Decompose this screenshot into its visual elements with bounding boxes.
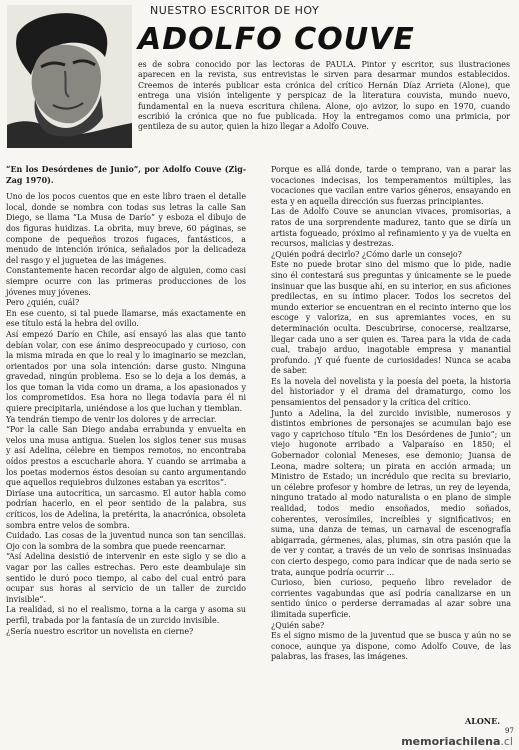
right-paragraph: Porque es allá donde, tarde o temprano, van a parar las vocaciones indecisas, los temperamentos múltiples, las vocaciones que vacilan entre varios géneros, ensayando en esta y en aquella dirección sus fuerzas principiantes. xyxy=(271,165,511,206)
left-paragraph: Constantemente hacen recordar algo de alguien, como casi siempre ocurre con las primeras producciones de los jóvenes muy jóvenes. xyxy=(6,266,246,297)
section-kicker: NUESTRO ESCRITOR DE HOY xyxy=(150,4,320,17)
right-paragraph: Curioso, bien curioso, pequeño libro revelador de corrientes vagabundas que así podría canalizarse en un sentido único o perderse derramadas al azar sobre una ilimitada superficie. xyxy=(271,578,511,619)
right-paragraph: Es la novela del novelista y la poesía del poeta, la historia del historiador y el drama del dramaturgo, como los pensamientos del pensador y la crítica del crítico. xyxy=(271,376,511,408)
site-credit xyxy=(401,735,513,748)
left-paragraph: Cuidado. Las cosas de la juventud nunca son tan sencillas. Ojo con la sombra de la sombra que puede reencarnar. xyxy=(6,531,246,551)
left-paragraph: “Así Adelina desistió de intervenir en este siglo y se dio a vagar por las calles estrechas. Pero este deambulaje sin sentido le duró poco tiempo, al cabo del cual entró para ocupar sus horas al servicio de un taller de zurcido invisible”. xyxy=(6,552,246,604)
left-paragraph: Ya tendrán tiempo de venir los dolores y de arreciar. xyxy=(6,414,217,424)
right-paragraph: Junto a Adelina, la del zurcido invisible, numerosos y distintos embriones de personajes se acumulan bajo ese vago y caprichoso título “En los Desórdenes de Junio”; un viejo hugonote arribado a Valparaíso en 1850; el Gobernador colonial Meneses, ese demonio; Juansa de Leona, madre soltera; un pirata en acción armada; un Ministro de Estado; un incrédulo que recita su breviario, un célebre profesor y hombre de letras, un rey de leyenda, ninguno tratado al modo naturalista o en plano de simple realidad, todos medio ensoñados, medio soñados, coherentes, verosímiles, increíbles y significativos; en suma, una danza de temas, un carnaval de escenografía abigarrada, gérmenes, alas, plumas, sin otra pasión que la de ver y contar, a través de un velo de sonrisas insinuadas con cierto despego, como para indicar que de nada serio se trata, aunque podría ocurrir ... xyxy=(271,408,511,577)
right-paragraph: Este no puede brotar sino del mismo que lo pide, nadie sino él contestará sus preguntas y únicamente se le puede insinuar que las busque ahí, en su interior, en sus aficiones predilectas, en su íntimo placer. Todos los secretos del mundo exterior se encuentran en el recinto interno que los escoge y valoriza, en sus apremiantes voces, en su determinación oculta. Descubrirse, conocerse, realizarse, llegar cada uno a ser quien es. Tarea para la vida de cada cual, trabajo arduo, inagotable empresa y manantial profundo. ¡Y qué fuente de curiosidades! Nunca se acaba de saber. xyxy=(271,260,511,376)
author-photo xyxy=(7,5,132,148)
left-paragraph: ¿Sería nuestro escritor un novelista en cierne? xyxy=(6,626,194,636)
right-paragraph: ¿Quién podrá decirlo? ¿Cómo darle un consejo? xyxy=(271,249,462,259)
author-portrait-image xyxy=(7,5,132,148)
credit-brand: memoriachilena xyxy=(401,735,501,748)
left-column xyxy=(6,165,246,637)
credit-suffix: .cl xyxy=(500,735,513,748)
left-paragraph: Pero ¿quién, cuál? xyxy=(6,298,80,308)
page-number: 97 xyxy=(505,727,514,735)
left-paragraph: “Por la calle San Diego andaba errabunda y envuelta en velos una musa antigua. Suelen los siglos tener sus musas y así Adelina, célebre en tiempos remotos, no encontraba oídos prestos a escucharle ahora. Y cuando se arrimaba a los poetas modernos éstos desoían su canto argumentando que aquellos requiebros dulzones estaban ya escritos”. xyxy=(6,425,246,488)
right-paragraph: Es el signo mismo de la juventud que se busca y aún no se conoce, aunque ya dispone, como Adolfo Couve, de las palabras, las frases, las imágenes. xyxy=(271,631,511,662)
right-paragraph: Las de Adolfo Couve se anuncian vivaces, promisorias, a ratos de una sorprendente madurez, tanto que se diría un artista fogueado, próximo al refinamiento y ya de vuelta en recursos, malicias y destrezas. xyxy=(271,207,511,249)
right-column xyxy=(271,165,511,663)
left-paragraph: Uno de los pocos cuentos que en este libro traen el detalle local, donde se nombra con todas sus letras la calle San Diego, se llama “La Musa de Darío” y esboza el dibujo de dos figuras huidizas. La obrita, muy breve, 60 páginas, se compone de pequeños trozos fugaces, fantásticos, a menudo de intención irónica, señalados por la delicadeza del rasgo y el juguetea de las imágenes. xyxy=(6,192,246,265)
review-citation: “En los Desórdenes de Junio”, por Adolfo Couve (Zig-Zag 1970). xyxy=(6,165,246,185)
author-signature: ALONE. xyxy=(465,716,500,726)
left-paragraph: En ese cuento, si tal puede llamarse, más exactamente en ese título está la hebra del ovillo. xyxy=(6,308,246,329)
right-paragraph: ¿Quién sabe? xyxy=(271,620,325,630)
left-paragraph: Diríase una autocrítica, un sarcasmo. El autor habla como podrían hacerlo, en el peor sentido de la palabra, sus críticos, los de Adelina, la pretérita, la anacrónica, obsoleta sombra entre velos de sombra. xyxy=(6,488,246,530)
intro-paragraph: es de sobra conocido por las lectoras de PAULA. Pintor y escritor, sus ilustraciones aparecen en la revista, sus entrevistas le sirven para desarmar mundos establecidos. Creemos de interés publicar esta crónica del crítico Hernán Díaz Arrieta (Alone), que entrega una visión inteligente y perspicaz de la literatura couvista, mundo nuevo, fundamental en la nueva escritura chilena. Alone, ojo avizor, lo supo en 1970, cuando escribió la crónica que no fue publicada. Hoy la entregamos como una primicia, por gentileza de su autor, quien la hizo llegar a Adolfo Couve. xyxy=(138,60,510,132)
left-paragraph: Así empezó Darío en Chile, así ensayó las alas que tanto debían volar, con ese ánimo despreocupado y curioso, con la misma mirada en que lo real y lo imaginario se mezclan, orientados por una sola intención: darse gusto. Ninguna gravedad, ningún problema. Eso se lo deja a los demás, a los que toman la vida como un drama, a los apasionados y los comprometidos. Esa hora no llega todavía para él ni quiere precipitarla, uniéndose a los que luchan y tiemblan. xyxy=(6,329,246,414)
article-title: ADOLFO COUVE xyxy=(138,22,415,57)
left-paragraph: La realidad, si no el realismo, torna a la carga y asoma su perfil, trabada por la fantasía de un zurcido invisible. xyxy=(6,605,246,625)
